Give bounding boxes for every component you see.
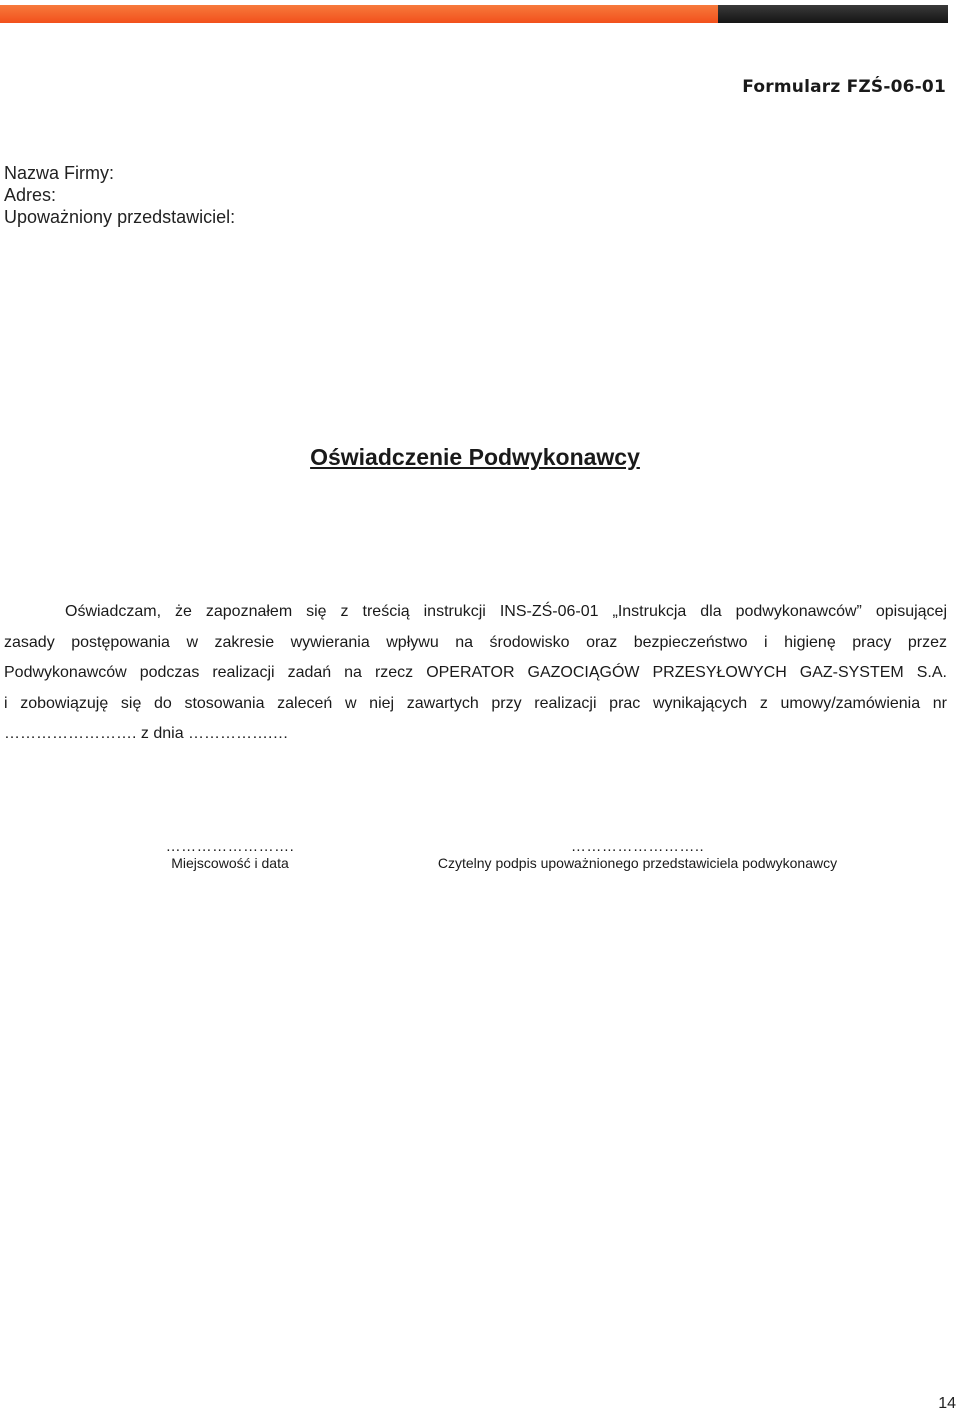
place-date-label: Miejscowość i data xyxy=(171,855,289,871)
body-line-5: ……………………. z dnia …………….… xyxy=(4,725,289,743)
document-title: Oświadczenie Podwykonawcy xyxy=(310,444,640,470)
company-name-label: Nazwa Firmy: xyxy=(4,163,115,183)
representative-label: Upoważniony przedstawiciel: xyxy=(4,207,236,227)
form-code: Formularz FZŚ-06-01 xyxy=(742,77,946,97)
declaration-body xyxy=(4,597,947,750)
body-line-4: i zobowiązuję się do stosowania zaleceń w niej zawartych przy realizacji prac wynikających z umowy/zamówienia nr xyxy=(4,694,947,712)
place-date-signature xyxy=(150,838,310,872)
signature-dots: …………………….. xyxy=(570,838,705,855)
address-label: Adres: xyxy=(4,185,57,205)
body-line-1: Oświadczam, że zapoznałem się z treścią instrukcji INS-ZŚ-06-01 „Instrukcja dla podwykonawców” opisującej xyxy=(65,603,947,620)
header-bar-dark xyxy=(718,5,948,23)
place-date-dots: ……………………. xyxy=(165,838,295,855)
header-fields xyxy=(4,162,235,228)
header-bar-orange xyxy=(0,5,718,23)
page-number: 14 xyxy=(938,1395,956,1412)
header-color-bar xyxy=(0,5,948,23)
body-line-3: Podwykonawców podczas realizacji zadań na rzecz OPERATOR GAZOCIĄGÓW PRZESYŁOWYCH GAZ-SYSTEM S.A. xyxy=(4,664,947,682)
representative-signature xyxy=(430,838,845,872)
signature-label: Czytelny podpis upoważnionego przedstawiciela podwykonawcy xyxy=(437,855,838,871)
body-line-2: zasady postępowania w zakresie wywierania wpływu na środowisko oraz bezpieczeństwo i higienę pracy przez xyxy=(4,633,947,651)
